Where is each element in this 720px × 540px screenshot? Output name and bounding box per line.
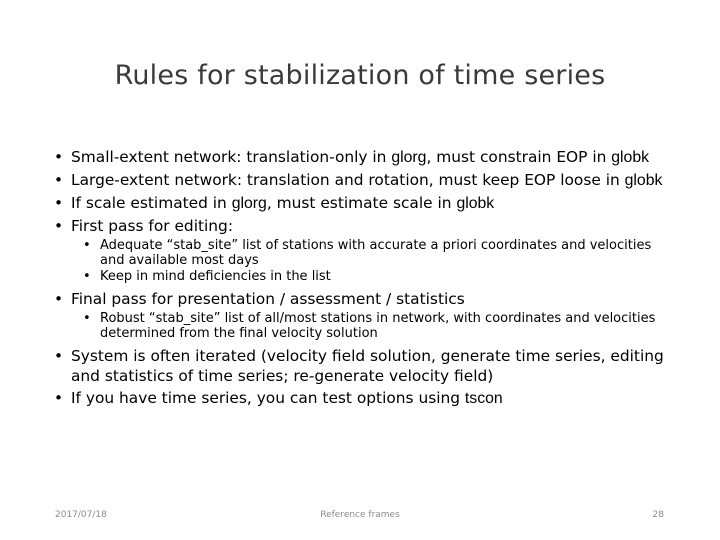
- command-glorg: glorg: [231, 195, 267, 212]
- bullet-text: If scale estimated in: [71, 194, 232, 212]
- bullet-dot-icon: •: [83, 238, 91, 253]
- sub-bullet-deficiencies: [54, 269, 674, 284]
- bullet-large-extent-network: [54, 170, 674, 191]
- footer-title: Reference frames: [320, 510, 400, 520]
- page-number: 28: [652, 510, 664, 520]
- sub-bullet-list: [54, 238, 674, 284]
- sub-bullet-text: Keep in mind deficiencies in the list: [100, 269, 331, 284]
- bullet-dot-icon: •: [83, 269, 91, 284]
- bullet-text: , must estimate scale in: [266, 194, 457, 212]
- command-globk: globk: [624, 172, 663, 189]
- bullet-small-extent-network: [54, 147, 674, 168]
- bullet-dot-icon: •: [54, 347, 64, 365]
- sub-bullet-stab-site-robust: [54, 311, 674, 341]
- sub-bullet-list: [54, 311, 674, 341]
- bullet-dot-icon: •: [54, 290, 64, 308]
- footer-date: 2017/07/18: [55, 510, 107, 520]
- bullet-dot-icon: •: [54, 171, 64, 189]
- bullet-dot-icon: •: [83, 311, 91, 326]
- command-globk: globk: [456, 195, 495, 212]
- bullet-tscon: [54, 388, 674, 409]
- bullet-scale-estimation: [54, 193, 674, 214]
- slide-body: [54, 147, 674, 411]
- bullet-text: First pass for editing:: [71, 217, 233, 235]
- bullet-text: Small-extent network: translation-only in: [71, 148, 392, 166]
- bullet-dot-icon: •: [54, 217, 64, 235]
- bullet-dot-icon: •: [54, 148, 64, 166]
- bullet-text: System is often iterated (velocity field solution, generate time series, editing and statistics of time series; re-generate velocity field): [71, 347, 664, 385]
- slide-title: Rules for stabilization of time series: [114, 60, 606, 91]
- command-globk: globk: [611, 149, 650, 166]
- bullet-first-pass: [54, 216, 674, 236]
- bullet-text: If you have time series, you can test options using: [71, 389, 465, 407]
- bullet-system-iterated: [54, 346, 674, 386]
- command-glorg: glorg: [391, 149, 427, 166]
- bullet-final-pass: [54, 289, 674, 309]
- command-tscon: tscon: [464, 390, 503, 407]
- bullet-dot-icon: •: [54, 389, 64, 407]
- bullet-text: Final pass for presentation / assessment / statistics: [71, 290, 465, 308]
- sub-bullet-stab-site-adequate: [54, 238, 674, 268]
- bullet-text: Large-extent network: translation and rotation, must keep EOP loose in: [71, 171, 625, 189]
- sub-bullet-text: Adequate “stab_site” list of stations with accurate a priori coordinates and velocities and available most days: [100, 238, 652, 268]
- sub-bullet-text: Robust “stab_site” list of all/most stations in network, with coordinates and velocities determined from the final velocity solution: [100, 311, 656, 341]
- bullet-dot-icon: •: [54, 194, 64, 212]
- bullet-text: , must constrain EOP in: [426, 148, 612, 166]
